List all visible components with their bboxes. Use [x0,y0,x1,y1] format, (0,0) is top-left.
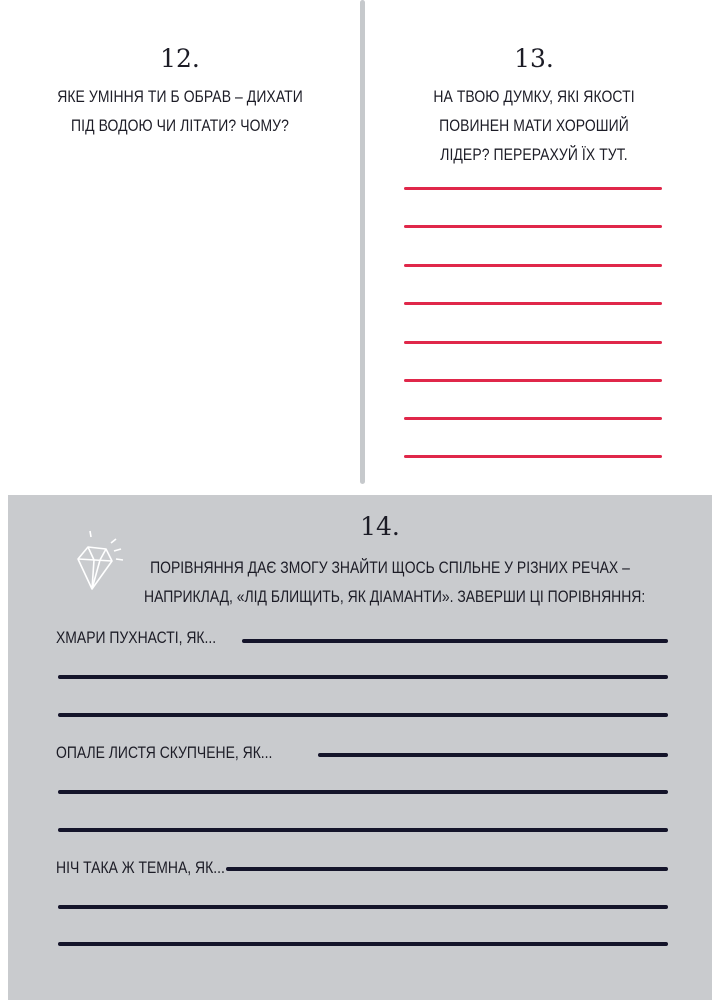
answer-line[interactable] [318,753,668,757]
answer-line[interactable] [58,790,668,794]
question-14-number: 14. [360,512,400,541]
question-13-number: 13. [514,44,554,73]
answer-line[interactable] [404,225,662,228]
question-12-line-2: ПІД ВОДОЮ ЧИ ЛІТАТИ? ЧОМУ? [71,116,289,135]
answer-line[interactable] [404,379,662,382]
answer-line[interactable] [404,455,662,458]
answer-line[interactable] [58,675,668,679]
question-13-line-1: НА ТВОЮ ДУМКУ, ЯКІ ЯКОСТІ [433,87,635,106]
answer-line[interactable] [58,942,668,946]
question-13-line-2: ПОВИНЕН МАТИ ХОРОШИЙ [439,116,629,135]
answer-line[interactable] [226,867,668,871]
question-14-intro [144,553,646,611]
question-13-prompt [411,82,657,169]
answer-line[interactable] [404,341,662,344]
answer-line[interactable] [404,264,662,267]
diamond-icon [66,525,136,595]
comparison-prompt-3: НІЧ ТАКА Ж ТЕМНА, ЯК... [56,858,225,877]
answer-line[interactable] [58,905,668,909]
answer-line[interactable] [242,639,668,643]
comparison-prompt-2: ОПАЛЕ ЛИСТЯ СКУПЧЕНЕ, ЯК... [56,743,273,762]
answer-line[interactable] [58,713,668,717]
question-12-line-1: ЯКЕ УМІННЯ ТИ Б ОБРАВ – ДИХАТИ [57,87,303,106]
question-14-intro-line-1: ПОРІВНЯННЯ ДАЄ ЗМОГУ ЗНАЙТИ ЩОСЬ СПІЛЬНЕ У РІЗНИХ РЕЧАХ – [150,558,630,577]
answer-line[interactable] [404,417,662,420]
question-12-number: 12. [160,44,200,73]
answer-line[interactable] [404,302,662,305]
comparison-prompt-1: ХМАРИ ПУХНАСТІ, ЯК... [56,628,217,647]
page-divider [360,0,365,484]
answer-line[interactable] [58,828,668,832]
question-14-intro-line-2: НАПРИКЛАД, «ЛІД БЛИЩИТЬ, ЯК ДІАМАНТИ». ЗАВЕРШИ ЦІ ПОРІВНЯННЯ: [144,587,646,606]
question-13-line-3: ЛІДЕР? ПЕРЕРАХУЙ ЇХ ТУТ. [440,145,628,164]
question-12-prompt [57,82,303,140]
answer-line[interactable] [404,187,662,190]
